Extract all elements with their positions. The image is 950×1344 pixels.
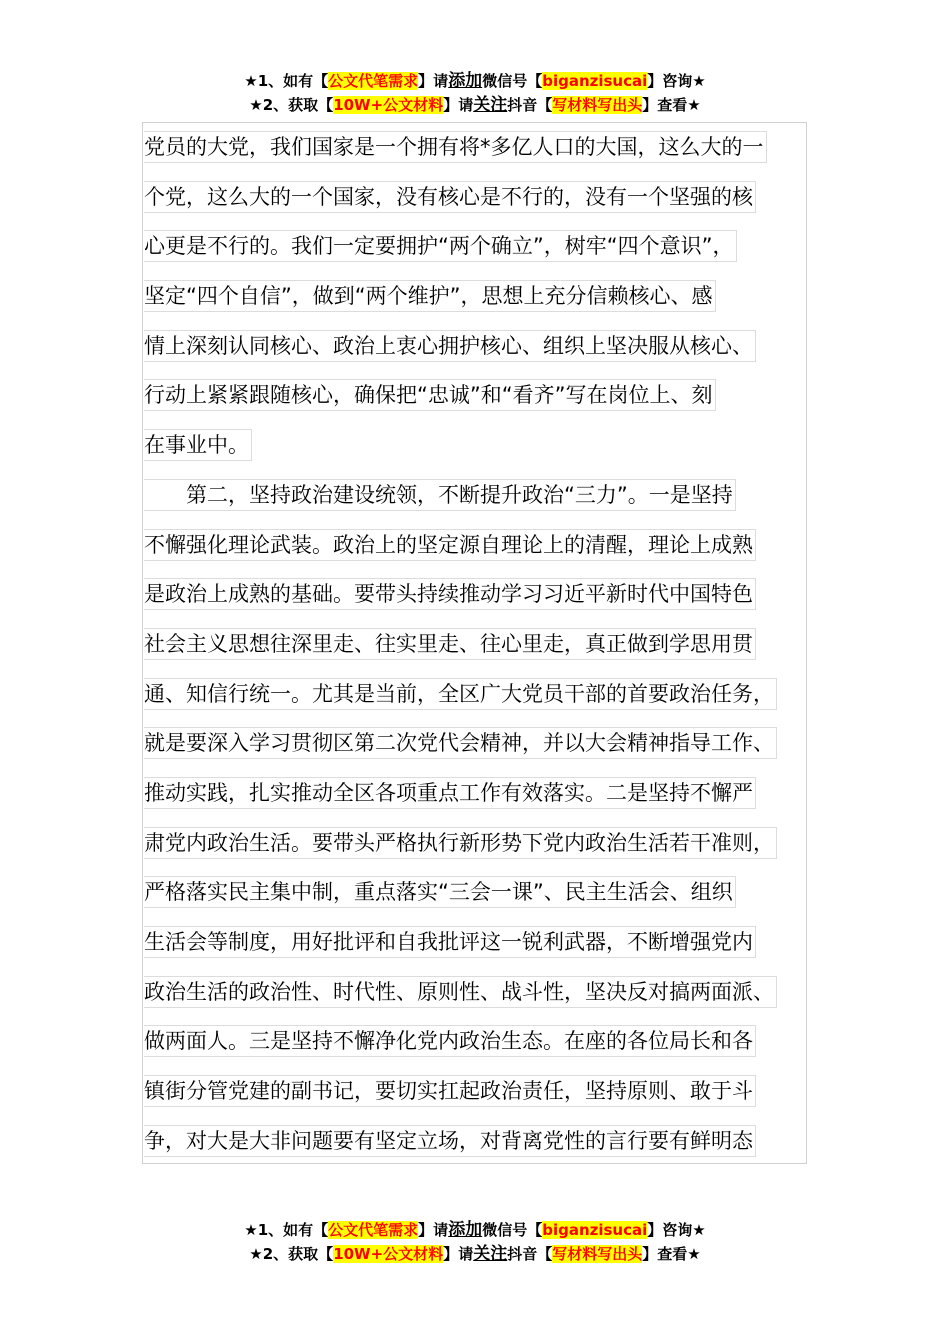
promo-footer [0,1218,950,1266]
text-line: 不懈强化理论武装。政治上的坚定源自理论上的清醒，理论上成熟 [144,520,824,570]
text-line: 坚定“四个自信”，做到“两个维护”，思想上充分信赖核心、感 [144,271,824,321]
promo-line-1: ★1、如有【公文代笔需求】请添加微信号【biganzisucai】咨询★ [244,1220,706,1240]
promo-douyin-id: 写材料写出头 [552,1245,643,1263]
text-line: 政治生活的政治性、时代性、原则性、战斗性，坚决反对搞两面派、 [144,967,824,1017]
promo-wechat-id: biganzisucai [542,72,648,90]
text-line: 党员的大党，我们国家是一个拥有将*多亿人口的大国，这么大的一 [144,122,824,172]
promo-highlight: 10W+公文材料 [333,1245,444,1263]
text-line: 争，对大是大非问题要有坚定立场，对背离党性的言行要有鲜明态 [144,1116,824,1166]
text-line: 严格落实民主集中制，重点落实“三会一课”、民主生活会、组织 [144,867,824,917]
text-line: 镇街分管党建的副书记，要切实扛起政治责任，坚持原则、敢于斗 [144,1066,824,1116]
text-line: 就是要深入学习贯彻区第二次党代会精神，并以大会精神指导工作、 [144,718,824,768]
text-line: 生活会等制度，用好批评和自我批评这一锐利武器，不断增强党内 [144,917,824,967]
text-line: 推动实践，扎实推动全区各项重点工作有效落实。二是坚持不懈严 [144,768,824,818]
promo-line-1: ★1、如有【公文代笔需求】请添加微信号【biganzisucai】咨询★ [244,71,706,91]
text-line: 肃党内政治生活。要带头严格执行新形势下党内政治生活若干准则， [144,818,824,868]
document-body [144,122,824,1165]
text-line: 做两面人。三是坚持不懈净化党内政治生态。在座的各位局长和各 [144,1016,824,1066]
promo-wechat-id: biganzisucai [542,1221,648,1239]
promo-highlight: 公文代笔需求 [328,1221,419,1239]
text-line: 情上深刻认同核心、政治上衷心拥护核心、组织上坚决服从核心、 [144,321,824,371]
text-line: 行动上紧紧跟随核心，确保把“忠诚”和“看齐”写在岗位上、刻 [144,370,824,420]
text-line: 社会主义思想往深里走、往实里走、往心里走，真正做到学思用贯 [144,619,824,669]
promo-line-2: ★2、获取【10W+公文材料】请关注抖音【写材料写出头】查看★ [249,1244,701,1264]
text-line: 通、知信行统一。尤其是当前，全区广大党员干部的首要政治任务， [144,669,824,719]
text-line: 是政治上成熟的基础。要带头持续推动学习习近平新时代中国特色 [144,569,824,619]
promo-highlight: 公文代笔需求 [328,72,419,90]
paragraph-start-line: 第二，坚持政治建设统领，不断提升政治“三力”。一是坚持 [144,470,824,520]
promo-line-2: ★2、获取【10W+公文材料】请关注抖音【写材料写出头】查看★ [249,95,701,115]
promo-douyin-id: 写材料写出头 [552,96,643,114]
text-line: 在事业中。 [144,420,824,470]
text-line: 心更是不行的。我们一定要拥护“两个确立”，树牢“四个意识”， [144,221,824,271]
promo-highlight: 10W+公文材料 [333,96,444,114]
text-line: 个党，这么大的一个国家，没有核心是不行的，没有一个坚强的核 [144,172,824,222]
promo-header [0,69,950,117]
